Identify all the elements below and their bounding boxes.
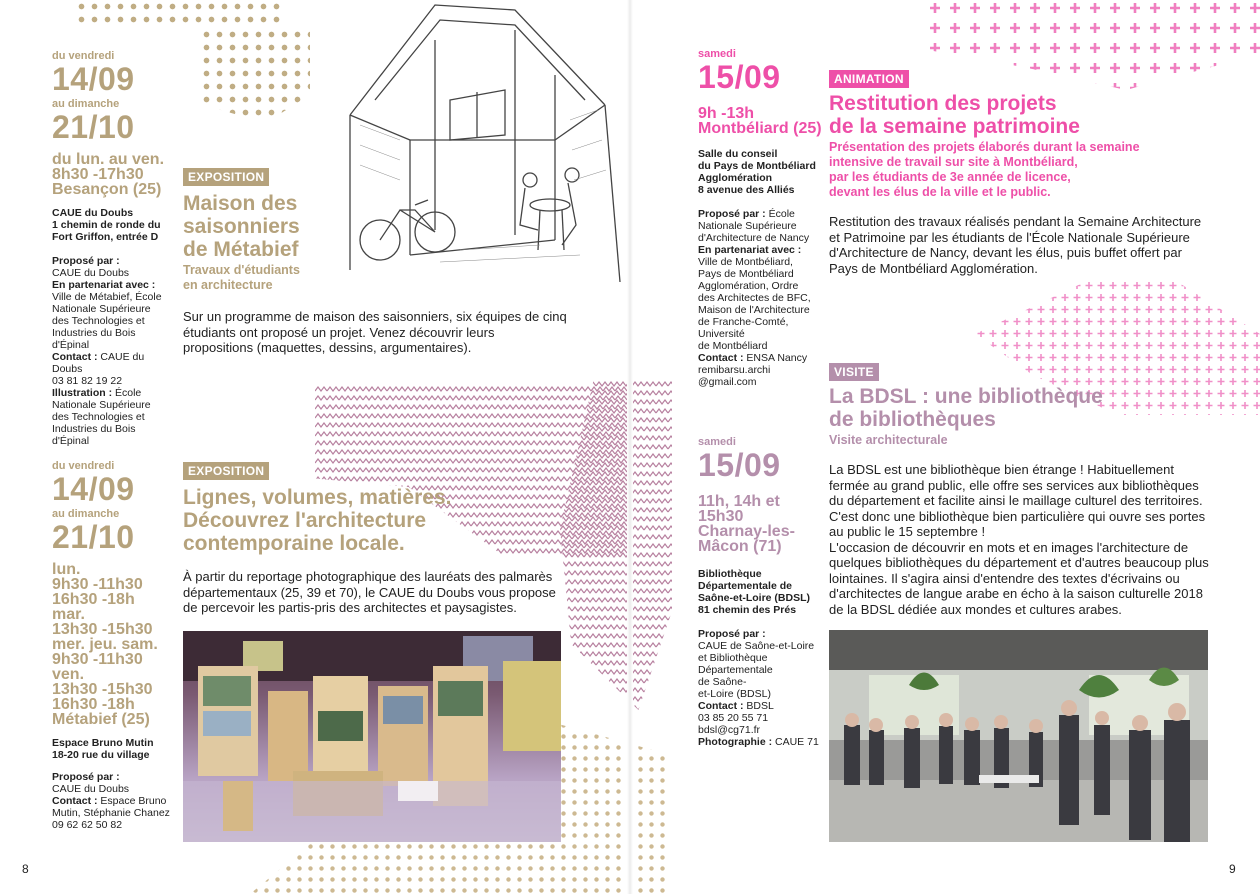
credit-text: Départementale xyxy=(698,664,773,676)
event1-credits xyxy=(52,255,177,447)
credit-line xyxy=(52,387,177,399)
event1-content xyxy=(183,168,568,356)
hours-line: 9h30 -11h30 xyxy=(52,651,143,668)
hours-line: lun. xyxy=(52,561,81,578)
category-badge: ANIMATION xyxy=(829,70,909,88)
event-title xyxy=(829,92,1214,138)
event2-credits xyxy=(52,771,177,831)
credit-line xyxy=(52,375,177,387)
from-date: 14/09 xyxy=(52,61,135,97)
category-badge: EXPOSITION xyxy=(183,168,269,186)
credit-text: Ville de Montbéliard, xyxy=(698,256,793,268)
library-photo-drawing xyxy=(829,630,1208,842)
credit-line xyxy=(698,292,823,304)
event-description: À partir du reportage photographique des lauréats des palmarès départementaux (25, 39 et 70), le CAUE du Doubs vous propose de percevoir les partis-pris des architectes et paysagistes. xyxy=(183,569,556,615)
credit-text: Nationale Supérieure xyxy=(52,303,151,315)
credit-line xyxy=(52,351,177,375)
credit-line xyxy=(52,339,177,351)
credit-line xyxy=(698,304,823,316)
hours-line: 15h30 xyxy=(698,508,744,525)
credit-line xyxy=(698,376,823,388)
credit-line xyxy=(698,220,823,232)
credit-line xyxy=(698,700,823,712)
library-photo xyxy=(829,630,1208,842)
exhibition-photo xyxy=(183,631,561,842)
exhibition-photo-drawing xyxy=(183,631,561,842)
hours-line: Besançon (25) xyxy=(52,181,162,198)
from-label: du vendredi xyxy=(52,460,115,472)
subtitle-line: intensive de travail sur site à Montbéliard, xyxy=(829,155,1078,169)
credit-line xyxy=(52,399,177,411)
credit-line xyxy=(698,244,823,256)
credit-line xyxy=(698,688,823,700)
credit-text: @gmail.com xyxy=(698,376,757,388)
event1-venue xyxy=(698,148,823,196)
from-date: 14/09 xyxy=(52,471,135,507)
credit-text: Pays de Montbéliard xyxy=(698,268,794,280)
venue-line: Départementale de xyxy=(698,580,792,592)
credit-text: Industries du Bois xyxy=(52,423,136,435)
event-title xyxy=(183,486,568,555)
credit-line xyxy=(52,279,177,291)
subtitle-line: par les étudiants de 3e année de licence, xyxy=(829,170,1071,184)
credit-text: 09 62 62 50 82 xyxy=(52,819,123,831)
credit-label: Proposé par : xyxy=(52,771,120,783)
title-line: saisonniers xyxy=(183,215,300,238)
credit-line xyxy=(698,724,823,736)
venue-line: 18-20 rue du village xyxy=(52,749,150,761)
event1-content xyxy=(829,70,1214,276)
credit-line xyxy=(698,736,823,748)
hours-line: mer. jeu. sam. xyxy=(52,636,158,653)
event2-hours xyxy=(52,562,177,727)
title-line: de la semaine patrimoine xyxy=(829,115,1080,138)
hours-line: 13h30 -15h30 xyxy=(52,621,153,638)
credit-line xyxy=(52,795,177,807)
event1-venue xyxy=(52,207,177,243)
credit-line xyxy=(698,652,823,664)
hours-line: mar. xyxy=(52,606,85,623)
credit-text: Espace Bruno xyxy=(97,795,167,807)
subtitle-line: devant les élus de la ville et le public. xyxy=(829,185,1051,199)
credit-text: Ville de Métabief, École xyxy=(52,291,162,303)
credit-text: Université xyxy=(698,328,745,340)
credit-label: Contact : xyxy=(698,352,744,364)
title-line: de Métabief xyxy=(183,238,299,261)
credit-text: 03 85 20 55 71 xyxy=(698,712,769,724)
credit-line xyxy=(52,435,177,447)
venue-line: 1 chemin de ronde du xyxy=(52,219,161,231)
credit-text: de Saône- xyxy=(698,676,747,688)
event1-dates xyxy=(698,48,823,388)
venue-line: Bibliothèque xyxy=(698,568,762,580)
subtitle-line: en architecture xyxy=(183,278,273,292)
credit-text: bdsl@cg71.fr xyxy=(698,724,761,736)
event-description: Restitution des travaux réalisés pendant la Semaine Architecture et Patrimoine par les étudiants de l'École Nationale Supérieure d'Architecture de Nancy, devant les élus, puis buffet offert par Pays de Montbéliard Agglomération. xyxy=(829,214,1202,276)
hours-line: Montbéliard (25) xyxy=(698,120,822,137)
event-subtitle xyxy=(829,433,1214,448)
to-date: 21/10 xyxy=(52,109,135,145)
credit-text: d'Architecture de Nancy xyxy=(698,232,810,244)
to-label: au dimanche xyxy=(52,98,120,110)
venue-line: CAUE du Doubs xyxy=(52,207,134,219)
credit-line xyxy=(52,315,177,327)
credit-text: de Montbéliard xyxy=(698,340,768,352)
day-label: samedi xyxy=(698,436,736,448)
credit-text: École xyxy=(112,387,142,399)
credit-line xyxy=(52,819,177,831)
credit-text: d'Épinal xyxy=(52,339,90,351)
credit-text: Nationale Supérieure xyxy=(52,399,151,411)
credit-text: Mutin, Stéphanie Chanez xyxy=(52,807,170,819)
event-subtitle xyxy=(183,263,568,293)
from-label: du vendredi xyxy=(52,50,115,62)
event2-venue xyxy=(52,737,177,761)
credit-text: d'Épinal xyxy=(52,435,90,447)
credit-line xyxy=(698,208,823,220)
credit-text: Maison de l'Architecture xyxy=(698,304,810,316)
event-title xyxy=(183,192,568,261)
day-label: samedi xyxy=(698,48,736,60)
credit-text: CAUE du Doubs xyxy=(52,783,130,795)
credit-line xyxy=(698,352,823,364)
credit-text: des Technologies et xyxy=(52,315,145,327)
venue-line: du Pays de Montbéliard xyxy=(698,160,816,172)
title-line: contemporaine locale. xyxy=(183,532,405,555)
venue-line: Espace Bruno Mutin xyxy=(52,737,154,749)
title-line: Restitution des projets xyxy=(829,92,1057,115)
credit-text: CAUE de Saône-et-Loire xyxy=(698,640,815,652)
credit-label: Photographie : xyxy=(698,736,773,748)
category-badge: EXPOSITION xyxy=(183,462,269,480)
credit-line xyxy=(698,640,823,652)
to-label: au dimanche xyxy=(52,508,120,520)
credit-text: de Franche-Comté, xyxy=(698,316,789,328)
credit-line xyxy=(698,364,823,376)
event-description xyxy=(829,462,1214,617)
credit-text: des Technologies et xyxy=(52,411,145,423)
credit-line xyxy=(698,712,823,724)
title-line: Lignes, volumes, matières. xyxy=(183,486,452,509)
description-paragraph: La BDSL est une bibliothèque bien étrange ! Habituellement fermée au grand public, elle offre ses services aux bibliothèques du département et facilite ainsi le maillage culturel des territoires. C'est donc une bibliothèque bien particulière qui ouvre ses portes au public le 15 septembre ! xyxy=(829,462,1206,539)
hours-line: Mâcon (71) xyxy=(698,538,782,555)
subtitle-line: Présentation des projets élaborés durant la semaine xyxy=(829,140,1140,154)
hours-line: du lun. au ven. xyxy=(52,151,165,168)
credit-label: Contact : xyxy=(52,351,98,363)
credit-line xyxy=(698,268,823,280)
event-subtitle xyxy=(829,140,1214,200)
credit-label: Proposé par : xyxy=(52,255,120,267)
hours-line: 9h -13h xyxy=(698,105,755,122)
hours-line: 16h30 -18h xyxy=(52,591,135,608)
credit-text: CAUE 71 xyxy=(772,736,819,748)
credit-text: Nationale Supérieure xyxy=(698,220,797,232)
credit-text: CAUE du Doubs xyxy=(52,267,130,279)
credit-line xyxy=(52,807,177,819)
credit-line xyxy=(52,783,177,795)
credit-label: Proposé par : xyxy=(698,628,766,640)
event2-content xyxy=(183,462,568,616)
credit-text: 03 81 82 19 22 xyxy=(52,375,123,387)
credit-line xyxy=(52,411,177,423)
venue-line: Fort Griffon, entrée D xyxy=(52,231,159,243)
page-number: 9 xyxy=(1229,862,1236,876)
credit-label: En partenariat avec : xyxy=(52,279,156,291)
page-number: 8 xyxy=(22,862,29,876)
category-badge: VISITE xyxy=(829,363,879,381)
event2-credits xyxy=(698,628,823,748)
credit-line xyxy=(698,232,823,244)
hours-line: 8h30 -17h30 xyxy=(52,166,144,183)
description-paragraph: L'occasion de découvrir en mots et en images l'architecture de quelques bibliothèques du département et d'autres beaucoup plus lointaines. Il s'agira ainsi d'entendre des textes d'écrivains ou d'architectes de langue arabe en écho à la saison culturelle 2018 de la BDSL dédiée aux mondes et cultures arabes. xyxy=(829,539,1209,617)
venue-line: Salle du conseil xyxy=(698,148,778,160)
credit-text: École xyxy=(765,208,795,220)
credit-line xyxy=(52,327,177,339)
hours-line: Métabief (25) xyxy=(52,711,150,728)
hours-line: 11h, 14h et xyxy=(698,493,780,510)
credit-text: Industries du Bois xyxy=(52,327,136,339)
credit-line xyxy=(698,280,823,292)
credit-line xyxy=(52,303,177,315)
event2-venue xyxy=(698,568,823,616)
right-page xyxy=(630,0,1260,894)
title-line: Découvrez l'architecture xyxy=(183,509,427,532)
title-line: La BDSL : une bibliothèque xyxy=(829,385,1103,408)
event2-content xyxy=(829,363,1214,617)
to-date: 21/10 xyxy=(52,519,135,555)
venue-line: Saône-et-Loire (BDSL) xyxy=(698,592,811,604)
event1-hours xyxy=(52,152,177,197)
hours-line: Charnay-les- xyxy=(698,523,795,540)
credit-line xyxy=(698,340,823,352)
event-description: Sur un programme de maison des saisonniers, six équipes de cinq étudiants ont proposé un projet. Venez découvrir leurs propositions (maquettes, dessins, argumentaires). xyxy=(183,309,567,355)
event-date: 15/09 xyxy=(698,447,781,483)
credit-line xyxy=(52,771,177,783)
venue-line: Agglomération xyxy=(698,172,773,184)
credit-line xyxy=(698,256,823,268)
credit-text: des Architectes de BFC, xyxy=(698,292,811,304)
hours-line: 13h30 -15h30 xyxy=(52,681,153,698)
credit-line xyxy=(698,328,823,340)
venue-line: 81 chemin des Prés xyxy=(698,604,797,616)
hours-line: ven. xyxy=(52,666,85,683)
credit-text: ENSA Nancy xyxy=(743,352,808,364)
credit-text: BDSL xyxy=(743,700,774,712)
event-date: 15/09 xyxy=(698,59,781,95)
credit-line xyxy=(52,423,177,435)
credit-line xyxy=(698,316,823,328)
credit-line xyxy=(698,664,823,676)
subtitle-line: Visite architecturale xyxy=(829,433,948,447)
credit-label: Illustration : xyxy=(52,387,113,399)
credit-label: Proposé par : xyxy=(698,208,766,220)
credit-text: et Bibliothèque xyxy=(698,652,768,664)
credit-line xyxy=(52,255,177,267)
credit-text: CAUE du Doubs xyxy=(52,351,145,375)
credit-text: Agglomération, Ordre xyxy=(698,280,799,292)
credit-label: Contact : xyxy=(698,700,744,712)
credit-label: En partenariat avec : xyxy=(698,244,802,256)
venue-line: 8 avenue des Alliés xyxy=(698,184,795,196)
hours-line: 9h30 -11h30 xyxy=(52,576,143,593)
credit-text: remibarsu.archi xyxy=(698,364,771,376)
event1-hours xyxy=(698,106,823,136)
title-line: Maison des xyxy=(183,192,298,215)
event2-hours xyxy=(698,494,823,554)
credit-line xyxy=(698,628,823,640)
credit-line xyxy=(52,291,177,303)
event1-dates xyxy=(52,50,177,447)
credit-line xyxy=(698,676,823,688)
credit-line xyxy=(52,267,177,279)
credit-label: Contact : xyxy=(52,795,98,807)
title-line: de bibliothèques xyxy=(829,408,996,431)
hours-line: 16h30 -18h xyxy=(52,696,135,713)
event-title xyxy=(829,385,1214,431)
credit-text: et-Loire (BDSL) xyxy=(698,688,771,700)
subtitle-line: Travaux d'étudiants xyxy=(183,263,300,277)
event2-dates xyxy=(52,460,177,831)
event2-dates xyxy=(698,436,823,748)
event1-credits xyxy=(698,208,823,388)
